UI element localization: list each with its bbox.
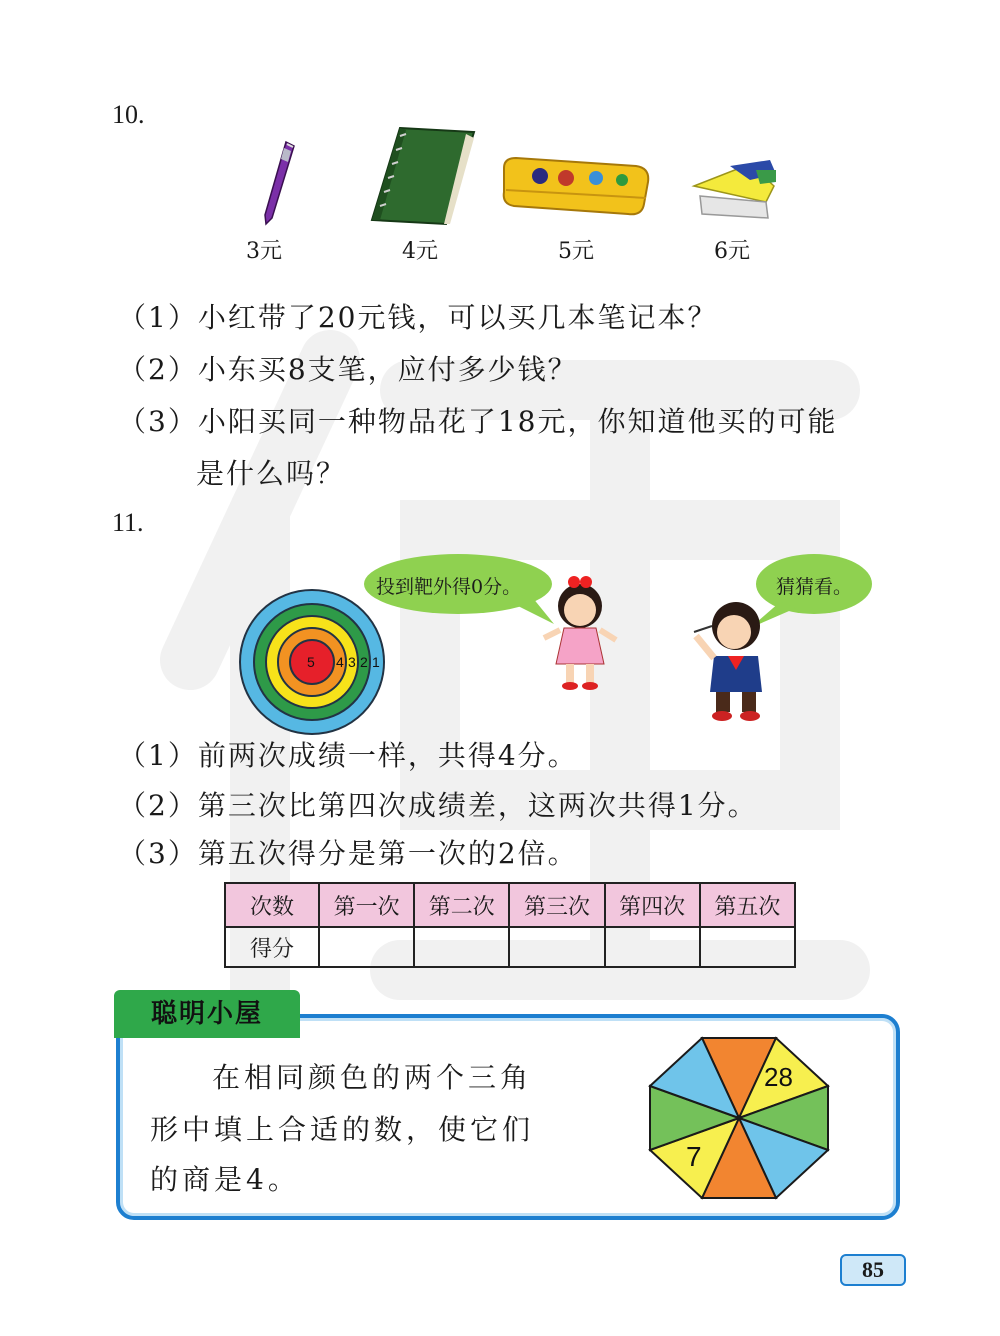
target-score: 3 <box>348 654 356 670</box>
score-table-row <box>225 927 795 967</box>
stapler-icon <box>690 156 780 222</box>
price-label: 3元 <box>246 239 282 264</box>
octagon-number: 28 <box>764 1062 793 1092</box>
question-10-1: （1）小红带了20元钱，可以买几本笔记本？ <box>118 301 718 334</box>
question-11-3: （3）第五次得分是第一次的2倍。 <box>118 837 578 870</box>
score-table-header <box>225 883 795 927</box>
target-score: 4 <box>336 654 344 670</box>
score-cell[interactable] <box>414 927 509 967</box>
smart-house-text-line: 的商是4。 <box>150 1163 300 1196</box>
question-11-number: 11. <box>112 508 144 537</box>
boy-illustration <box>688 596 778 726</box>
table-header-cell: 第四次 <box>605 883 700 927</box>
score-table <box>224 882 796 968</box>
score-cell[interactable] <box>605 927 700 967</box>
score-cell[interactable] <box>700 927 795 967</box>
table-row-label: 得分 <box>225 927 319 967</box>
question-10-2: （2）小东买8支笔，应付多少钱？ <box>118 353 578 386</box>
question-11-1: （1）前两次成绩一样，共得4分。 <box>118 739 578 772</box>
smart-house-text-line: 在相同颜色的两个三角 <box>212 1061 533 1094</box>
table-header-cell: 第五次 <box>700 883 795 927</box>
price-label: 4元 <box>402 239 438 264</box>
question-10-number: 10. <box>112 100 145 129</box>
table-header-cell: 第三次 <box>509 883 604 927</box>
score-cell[interactable] <box>509 927 604 967</box>
octagon-puzzle <box>648 1036 830 1200</box>
question-10-3-cont: 是什么吗？ <box>196 457 347 490</box>
table-header-cell: 第一次 <box>319 883 414 927</box>
target-score: 2 <box>360 654 368 670</box>
price-label: 6元 <box>714 239 750 264</box>
smart-house-text-line: 形中填上合适的数，使它们 <box>150 1113 535 1146</box>
table-header-cell: 次数 <box>225 883 319 927</box>
price-label: 5元 <box>558 239 594 264</box>
octagon-number: 7 <box>686 1141 702 1172</box>
question-10-3: （3）小阳买同一种物品花了18元，你知道他买的可能 <box>118 405 838 438</box>
pen-icon <box>258 138 298 228</box>
girl-speech-text: 投到靶外得0分。 <box>376 576 522 598</box>
target-score: 1 <box>372 654 380 670</box>
table-header-cell: 第二次 <box>414 883 509 927</box>
pencil-case-icon <box>500 154 652 218</box>
question-11-2: （2）第三次比第四次成绩差，这两次共得1分。 <box>118 789 758 822</box>
notebook-icon <box>370 124 480 228</box>
girl-illustration <box>540 572 620 692</box>
smart-house-title: 聪明小屋 <box>114 990 300 1038</box>
target-score: 5 <box>307 654 315 670</box>
boy-speech-text: 猜猜看。 <box>776 576 853 598</box>
page-number: 85 <box>840 1254 906 1286</box>
score-cell[interactable] <box>319 927 414 967</box>
